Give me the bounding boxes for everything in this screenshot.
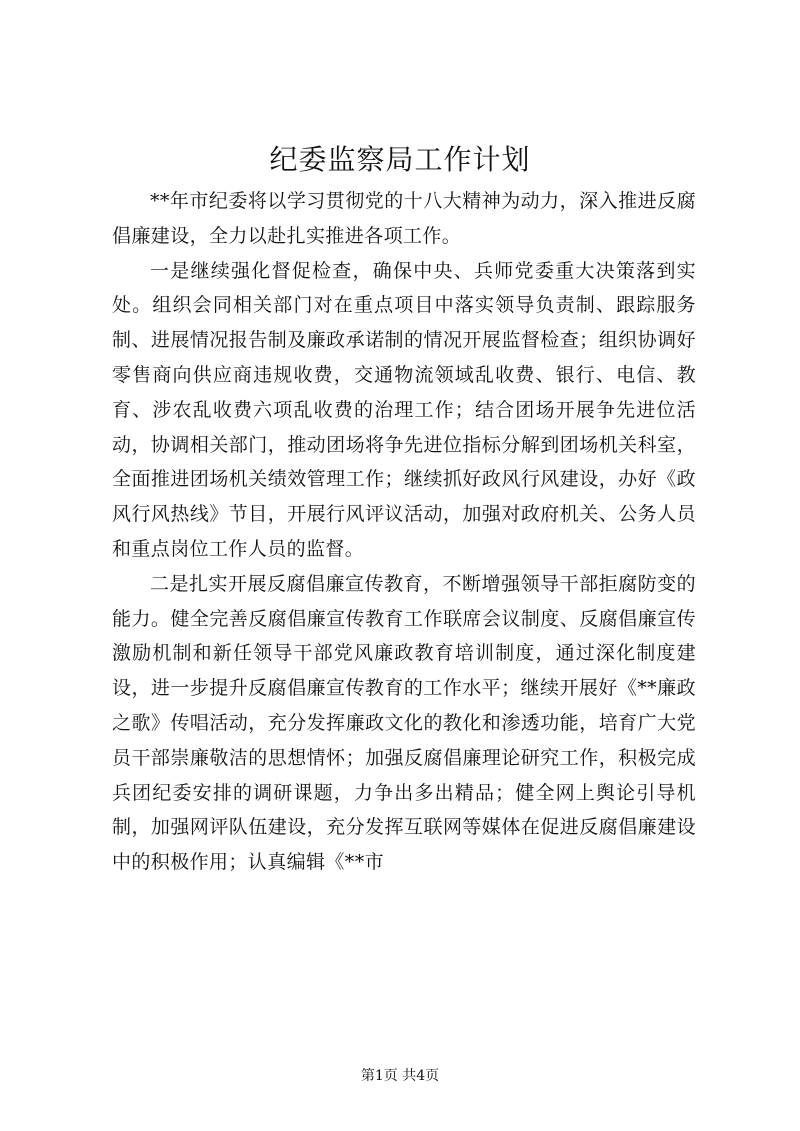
paragraph-item-one: 一是继续强化督促检查，确保中央、兵师党委重大决策落到实处。组织会同相关部门对在重点项目中落实领导负责制、跟踪服务制、进展情况报告制及廉政承诺制的情况开展监督检查；组织协调好零售商向供应商违规收费，交通物流领域乱收费、银行、电信、教育、涉农乱收费六项乱收费的治理工作；结合团场开展争先进位活动，协调相关部门，推动团场将争先进位指标分解到团场机关科室，全面推进团场机关绩效管理工作；继续抓好政风行风建设，办好《政风行风热线》节目，开展行风评议活动，加强对政府机关、公务人员和重点岗位工作人员的监督。	[112, 259, 696, 560]
paragraph-item-two: 二是扎实开展反腐倡廉宣传教育，不断增强领导干部拒腐防变的能力。健全完善反腐倡廉宣传教育工作联席会议制度、反腐倡廉宣传激励机制和新任领导干部党风廉政教育培训制度，通过深化制度建设，进一步提升反腐倡廉宣传教育的工作水平；继续开展好《**廉政之歌》传唱活动，充分发挥廉政文化的教化和渗透功能，培育广大党员干部崇廉敬洁的思想情怀；加强反腐倡廉理论研究工作，积极完成兵团纪委安排的调研课题，力争出多出精品；健全网上舆论引导机制，加强网评队伍建设，充分发挥互联网等媒体在促进反腐倡廉建设中的积极作用；认真编辑《**市	[112, 572, 696, 874]
page-footer: 第1页 共4页	[360, 1068, 440, 1084]
paragraph-intro: **年市纪委将以学习贯彻党的十八大精神为动力，深入推进反腐倡廉建设，全力以赴扎实推进各项工作。	[112, 190, 696, 247]
document-body	[112, 184, 696, 880]
document-title: 纪委监察局工作计划	[269, 143, 531, 176]
